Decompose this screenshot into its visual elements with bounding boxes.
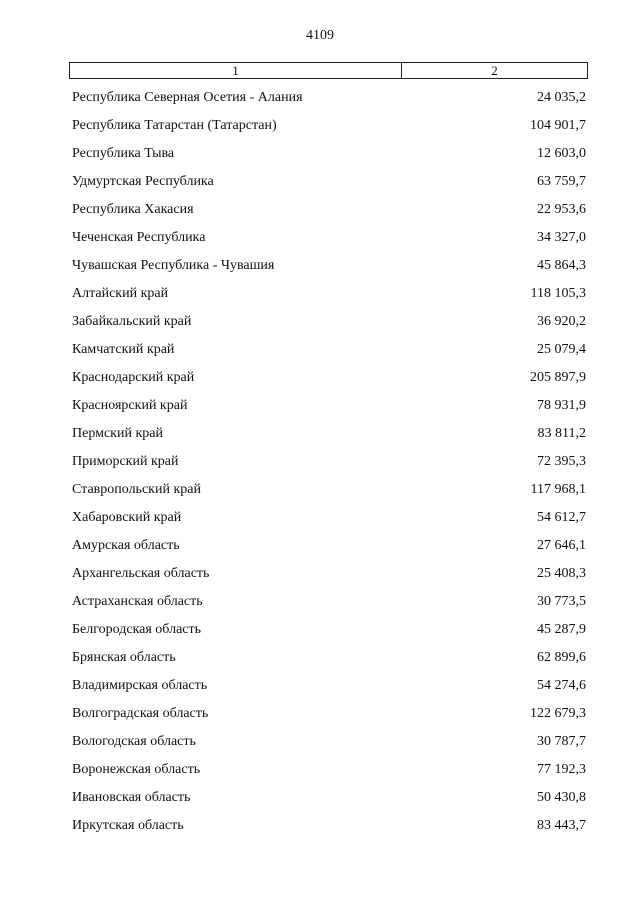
table-row (72, 224, 586, 252)
table-row (72, 280, 586, 308)
region-name: Амурская область (72, 538, 180, 553)
table-row (72, 672, 586, 700)
page-number: 4109 (306, 28, 334, 43)
region-value: 30 773,5 (537, 594, 586, 609)
table-row (72, 616, 586, 644)
region-value: 25 079,4 (537, 342, 586, 357)
region-name: Пермский край (72, 426, 163, 441)
region-name: Приморский край (72, 454, 179, 469)
table-row (72, 364, 586, 392)
table-row (72, 812, 586, 840)
region-value: 25 408,3 (537, 566, 586, 581)
region-value: 27 646,1 (537, 538, 586, 553)
table-row (72, 168, 586, 196)
table-row (72, 336, 586, 364)
region-name: Ивановская область (72, 790, 191, 805)
region-name: Астраханская область (72, 594, 203, 609)
region-value: 54 274,6 (537, 678, 586, 693)
table-row (72, 532, 586, 560)
region-value: 78 931,9 (537, 398, 586, 413)
region-name: Республика Северная Осетия - Алания (72, 90, 303, 105)
region-name: Забайкальский край (72, 314, 192, 329)
region-name: Вологодская область (72, 734, 196, 749)
region-value: 30 787,7 (537, 734, 586, 749)
region-value: 36 920,2 (537, 314, 586, 329)
region-value: 45 287,9 (537, 622, 586, 637)
region-value: 22 953,6 (537, 202, 586, 217)
region-name: Брянская область (72, 650, 176, 665)
table-row (72, 112, 586, 140)
table-row (72, 504, 586, 532)
region-name: Удмуртская Республика (72, 174, 214, 189)
region-value: 45 864,3 (537, 258, 586, 273)
region-value: 50 430,8 (537, 790, 586, 805)
region-name: Камчатский край (72, 342, 175, 357)
table-header-column-2: 2 (491, 63, 498, 78)
table-row (72, 308, 586, 336)
region-name: Республика Тыва (72, 146, 175, 161)
table-row (72, 588, 586, 616)
table-row (72, 252, 586, 280)
region-value: 63 759,7 (537, 174, 586, 189)
region-name: Республика Хакасия (72, 202, 194, 217)
region-value: 118 105,3 (530, 286, 586, 301)
region-name: Владимирская область (72, 678, 208, 693)
region-value: 205 897,9 (530, 370, 586, 385)
table-row (72, 560, 586, 588)
table-row (72, 140, 586, 168)
region-value: 122 679,3 (530, 706, 586, 721)
table-row (72, 392, 586, 420)
table-row (72, 196, 586, 224)
table-row (72, 644, 586, 672)
region-name: Воронежская область (72, 762, 201, 777)
region-value: 104 901,7 (530, 118, 586, 133)
region-name: Алтайский край (72, 286, 169, 301)
table-body (72, 84, 586, 840)
region-value: 24 035,2 (537, 90, 586, 105)
region-value: 83 811,2 (537, 426, 586, 441)
table-row (72, 728, 586, 756)
table-header-column-1: 1 (70, 63, 402, 78)
region-value: 117 968,1 (530, 482, 586, 497)
table-row (72, 756, 586, 784)
region-value: 83 443,7 (537, 818, 586, 833)
region-value: 62 899,6 (537, 650, 586, 665)
region-name: Чеченская Республика (72, 230, 206, 245)
region-value: 54 612,7 (537, 510, 586, 525)
region-value: 34 327,0 (537, 230, 586, 245)
table-row (72, 700, 586, 728)
table-row (72, 420, 586, 448)
region-name: Краснодарский край (72, 370, 195, 385)
region-name: Архангельская область (72, 566, 210, 581)
table-header (69, 62, 588, 79)
region-name: Хабаровский край (72, 510, 182, 525)
region-name: Иркутская область (72, 818, 184, 833)
region-name: Республика Татарстан (Татарстан) (72, 118, 277, 133)
region-name: Белгородская область (72, 622, 202, 637)
region-value: 72 395,3 (537, 454, 586, 469)
region-name: Ставропольский край (72, 482, 201, 497)
table-row (72, 84, 586, 112)
region-value: 77 192,3 (537, 762, 586, 777)
region-name: Волгоградская область (72, 706, 209, 721)
table-row (72, 476, 586, 504)
region-name: Красноярский край (72, 398, 188, 413)
region-value: 12 603,0 (537, 146, 586, 161)
region-name: Чувашская Республика - Чувашия (72, 258, 275, 273)
table-row (72, 448, 586, 476)
table-row (72, 784, 586, 812)
